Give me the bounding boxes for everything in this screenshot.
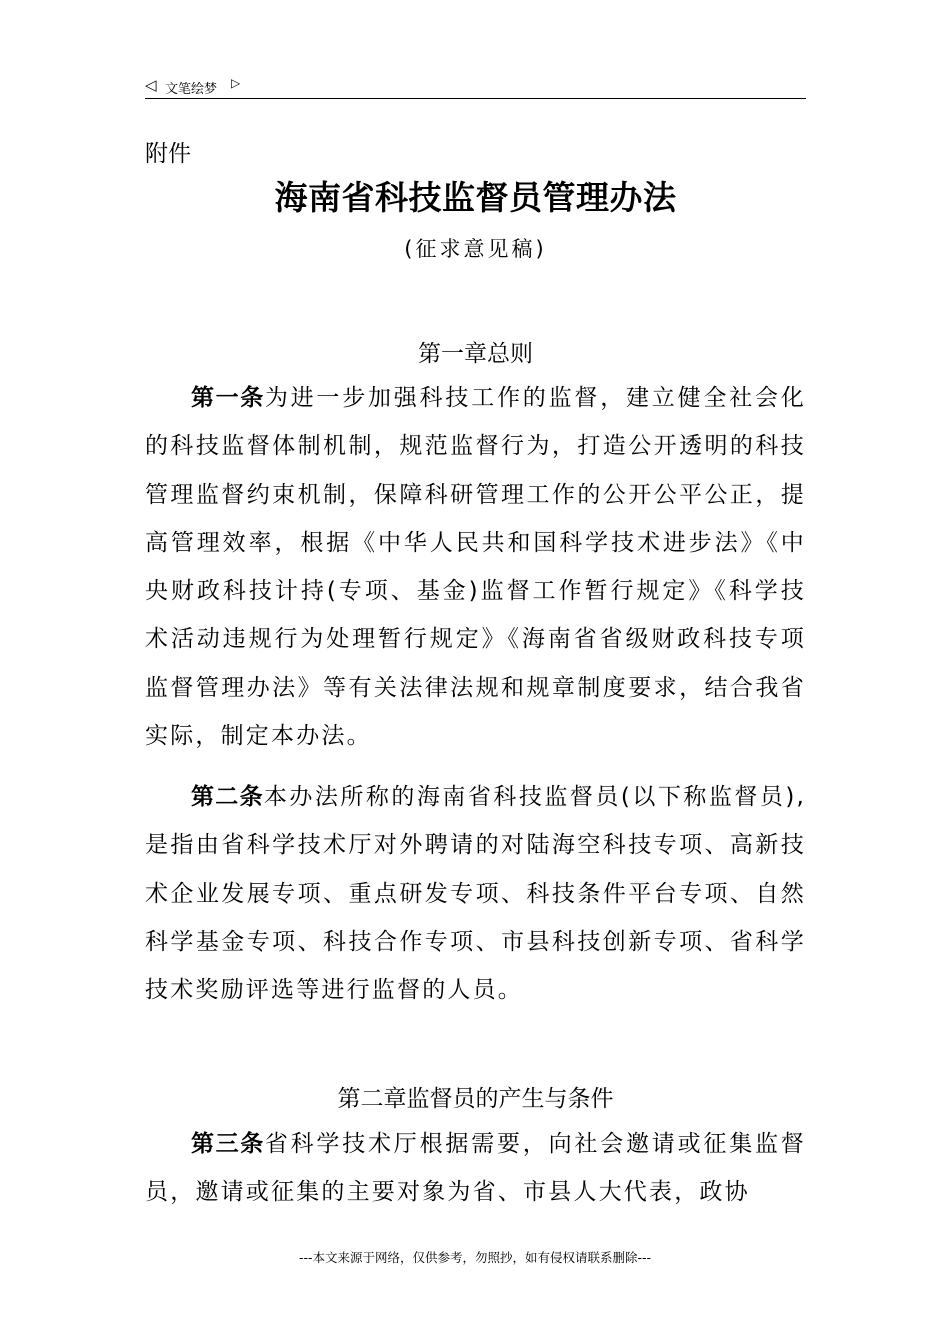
chapter-heading-1: 第一章总则 [418, 341, 533, 367]
article-text: 省科学技术厅根据需要，向社会邀请或征集监督员，邀请或征集的主要对象为省、市县人大代表，政协 [145, 1131, 807, 1206]
document-subtitle: (征求意见稿) [404, 237, 547, 261]
article-label: 第二条 [191, 784, 264, 810]
article-label: 第三条 [191, 1131, 265, 1157]
document-title: 海南省科技监督员管理办法 [274, 178, 677, 217]
triangle-left-icon: ◁ [145, 76, 157, 94]
annex-label: 附件 [145, 141, 191, 167]
page-header [145, 72, 806, 99]
article-text: 本办法所称的海南省科技监督员(以下称监督员),是指由省科学技术厅对外聘请的对陆海空科技专项、高新技术企业发展专项、重点研发专项、科技条件平台专项、自然科学基金专项、科技合作专项、市县科技创新专项、省科学技术奖励评选等进行监督的人员。 [145, 784, 807, 1004]
article-2 [145, 773, 806, 1014]
article-text: 为进一步加强科技工作的监督，建立健全社会化的科技监督体制机制，规范监督行为，打造公开透明的科技管理监督约束机制，保障科研管理工作的公开公平公正，提高管理效率，根据《中华人民共和国科学技术进步法》《中央财政科技计持(专项、基金)监督工作暂行规定》《科学技术活动违规行为处理暂行规定》《海南省省级财政科技专项监督管理办法》等有关法律法规和规章制度要求，结合我省实际，制定本办法。 [145, 385, 807, 750]
article-label: 第一条 [191, 385, 265, 411]
triangle-right-icon: ▷ [231, 76, 241, 90]
article-3 [145, 1120, 806, 1217]
article-1 [145, 374, 806, 760]
page-footer: ---本文来源于网络，仅供参考，勿照抄，如有侵权请联系删除--- [298, 1250, 652, 1265]
header-brand: 文笔绘梦 [165, 82, 218, 97]
chapter-heading-2: 第二章监督员的产生与条件 [337, 1086, 614, 1112]
